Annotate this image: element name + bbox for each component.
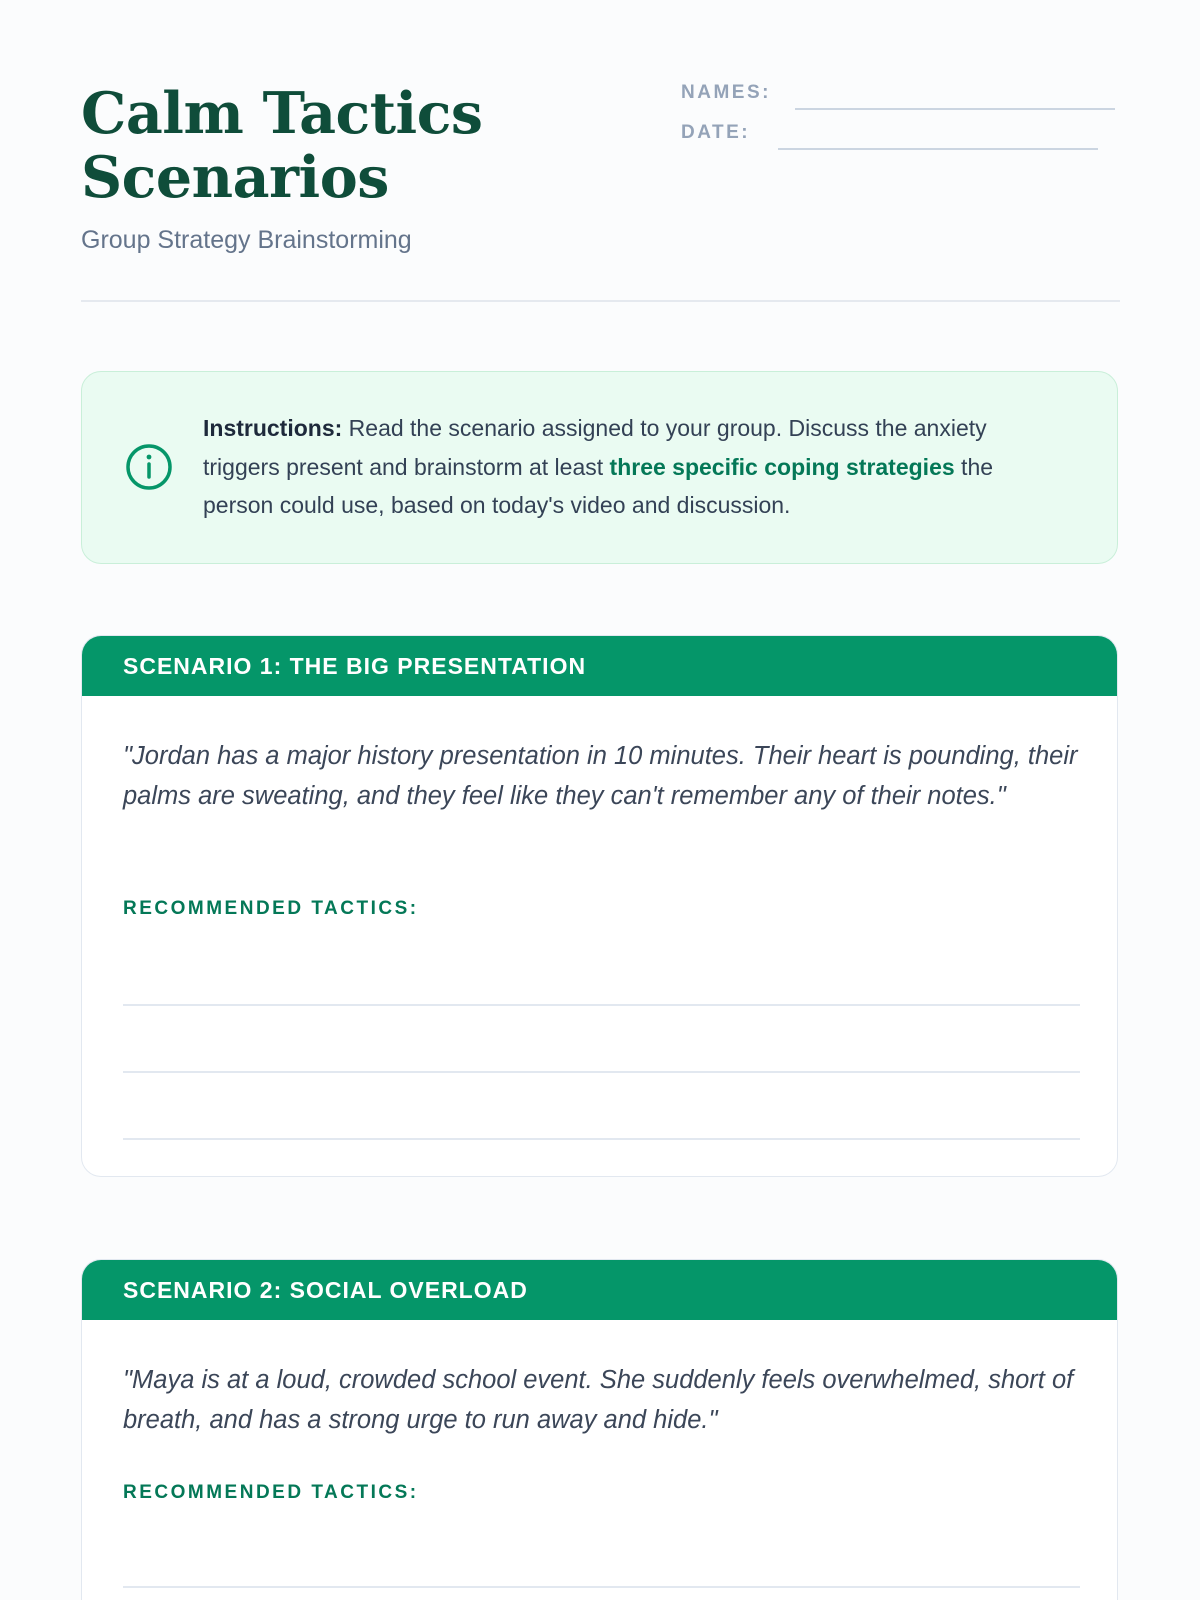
names-label: NAMES: [681, 82, 771, 103]
instructions-lead: Instructions: [203, 415, 343, 441]
names-field [681, 82, 1115, 104]
scenario-2-title: SCENARIO 2: SOCIAL OVERLOAD [82, 1260, 1117, 1320]
instructions-box [81, 371, 1118, 564]
header-divider [81, 300, 1120, 302]
scenario-1-tactics-label: RECOMMENDED TACTICS: [123, 898, 419, 919]
scenario-1-quote: "Jordan has a major history presentation in 10 minutes. Their heart is pounding, their palms are sweating, and they feel like they can't remember any of their notes." [123, 742, 1078, 810]
scenario-2-answer-line-1[interactable] [123, 1586, 1080, 1588]
instructions-body-start: Read the scenario assigned to your group. Discuss the anxiety triggers present and brainstorm at least [203, 415, 987, 480]
scenario-1-answer-line-2[interactable] [123, 1071, 1080, 1073]
scenario-1-title: SCENARIO 1: THE BIG PRESENTATION [82, 636, 1117, 696]
page-title: Calm Tactics Scenarios [81, 80, 483, 211]
scenario-2-tactics-label: RECOMMENDED TACTICS: [123, 1482, 419, 1503]
page-subtitle: Group Strategy Brainstorming [81, 226, 412, 254]
names-input-line[interactable] [795, 106, 1115, 110]
scenario-2-quote: "Maya is at a loud, crowded school event. She suddenly feels overwhelmed, short of breath, and has a strong urge to run away and hide." [123, 1366, 1074, 1434]
scenario-1-answer-line-1[interactable] [123, 1004, 1080, 1006]
instructions-body-end: the person could use, based on today's video and discussion. [203, 453, 994, 518]
date-field [681, 122, 1098, 144]
instructions-highlight: three specific coping strategies [609, 453, 955, 480]
info-icon [124, 442, 174, 492]
scenario-card-2 [81, 1259, 1118, 1600]
date-input-line[interactable] [778, 146, 1098, 150]
scenario-card-1 [81, 635, 1118, 1177]
instructions-text [203, 409, 1063, 525]
date-label: DATE: [681, 122, 751, 143]
scenario-1-answer-line-3[interactable] [123, 1138, 1080, 1140]
